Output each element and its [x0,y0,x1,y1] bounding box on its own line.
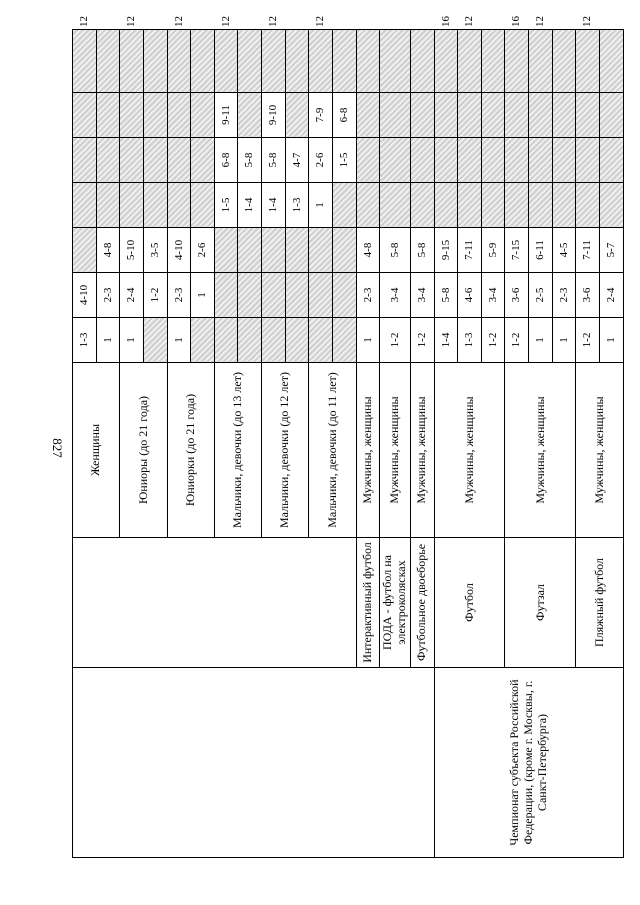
value-cell [505,30,529,93]
value-cell: 1 [309,183,333,228]
value-cell: 5-8 [238,138,262,183]
value-cell [167,138,191,183]
value-cell [262,318,286,363]
value-cell [458,30,482,93]
value-cell [380,183,411,228]
value-cell: 2-4 [600,273,624,318]
value-cell: 2-6 [309,138,333,183]
value-cell [309,228,333,273]
value-cell: 1-4 [262,183,286,228]
value-cell [481,30,505,93]
value-cell [410,93,434,138]
value-cell [600,183,624,228]
table-row: 1-3 4-6 7-11 12 [458,30,482,858]
discipline-cell: ПОДА - футбол на электроколясках [380,538,411,668]
value-cell [120,183,144,228]
value-cell: 1 [600,318,624,363]
value-cell: 7-9 [309,93,333,138]
value-cell [552,183,576,228]
value-cell [167,183,191,228]
value-cell: 1 [120,318,144,363]
group-cell: Юниоры (до 21 года) [120,363,167,538]
value-cell [552,93,576,138]
group-cell: Мужчины, женщины [356,363,380,538]
value-cell [191,318,215,363]
value-cell: 3-4 [481,273,505,318]
value-cell [285,318,309,363]
value-cell [356,93,380,138]
value-cell [214,228,238,273]
value-cell: 1-2 [481,318,505,363]
value-cell [238,318,262,363]
value-cell: 1-2 [380,318,411,363]
value-cell: 7-11 [458,228,482,273]
value-cell: 7-11 [576,228,600,273]
value-cell: 1 [356,318,380,363]
table-row: Мальчики, девочки (до 11 лет) 1 2-6 7-9 12 [309,30,333,858]
discipline-cell [73,538,357,668]
discipline-cell: Футзал [505,538,576,668]
value-cell [505,93,529,138]
value-cell [96,30,120,93]
value-cell: 9-15 [434,228,458,273]
group-cell: Юниорки (до 21 года) [167,363,214,538]
page-number: 827 [50,438,65,458]
value-cell [262,228,286,273]
discipline-cell: Футбол [434,538,505,668]
classification-table [72,16,624,858]
value-cell: 1 [552,318,576,363]
value-cell: 2-3 [356,273,380,318]
value-cell [380,93,411,138]
value-cell: 5-8 [262,138,286,183]
value-cell [191,93,215,138]
value-cell [505,183,529,228]
table-row: Мальчики, девочки (до 13 лет) 1-5 6-8 9-11 12 [214,30,238,858]
value-cell [576,183,600,228]
value-cell [214,30,238,93]
value-cell: 1 [167,318,191,363]
value-cell [410,183,434,228]
value-cell [458,183,482,228]
value-cell [410,138,434,183]
table-row: Пляжный футбол Мужчины, женщины 1-2 3-6 7-11 12 [576,30,600,858]
value-cell [285,273,309,318]
value-cell: 7-15 [505,228,529,273]
value-cell [333,318,357,363]
value-cell [458,138,482,183]
value-cell: 5-8 [434,273,458,318]
value-cell: 5-10 [120,228,144,273]
group-cell: Мальчики, девочки (до 12 лет) [262,363,309,538]
value-cell [576,93,600,138]
value-cell: 3-5 [143,228,167,273]
value-cell [333,273,357,318]
value-cell: 9-10 [262,93,286,138]
value-cell [143,318,167,363]
group-cell: Мужчины, женщины [410,363,434,538]
table-row: Женщины 1-3 4-10 12 [73,30,97,858]
value-cell: 1-3 [458,318,482,363]
value-cell: 1-2 [505,318,529,363]
value-cell [191,138,215,183]
value-cell: 4-10 [167,228,191,273]
value-cell [380,138,411,183]
table-row: Футзал Мужчины, женщины 1-2 3-6 7-15 16 [505,30,529,858]
value-cell [552,30,576,93]
value-cell [238,273,262,318]
value-cell [96,138,120,183]
value-cell: 2-6 [191,228,215,273]
value-cell [238,93,262,138]
value-cell [73,93,97,138]
discipline-cell: Интерактивный футбол [356,538,380,668]
value-cell [576,138,600,183]
value-cell: 5-8 [410,228,434,273]
value-cell: 1-5 [333,138,357,183]
value-cell: 4-10 [73,273,97,318]
value-cell: 2-3 [167,273,191,318]
group-cell: Мужчины, женщины [505,363,576,538]
value-cell [143,93,167,138]
value-cell [434,138,458,183]
value-cell [309,30,333,93]
value-cell: 2-4 [120,273,144,318]
value-cell: 2-5 [529,273,553,318]
event-cell: Чемпионат субъекта Российской Федерации, (кроме г. Москвы, г. Санкт-Петербурга) [434,668,623,858]
value-cell [356,30,380,93]
value-cell [505,138,529,183]
value-cell: 5-9 [481,228,505,273]
value-cell [529,183,553,228]
value-cell [238,228,262,273]
value-cell: 3-6 [576,273,600,318]
value-cell [410,30,434,93]
value-cell [191,30,215,93]
value-cell: 1-4 [434,318,458,363]
value-cell [191,183,215,228]
value-cell [262,30,286,93]
value-cell [120,30,144,93]
group-cell: Мальчики, девочки (до 13 лет) [214,363,261,538]
value-cell: 1-2 [143,273,167,318]
value-cell [576,30,600,93]
value-cell [600,138,624,183]
value-cell [356,138,380,183]
value-cell: 1-2 [410,318,434,363]
value-cell [120,138,144,183]
group-cell: Мужчины, женщины [380,363,411,538]
group-cell: Мужчины, женщины [576,363,623,538]
value-cell [529,30,553,93]
group-cell: Мальчики, девочки (до 11 лет) [309,363,356,538]
rotated-table-wrapper [72,16,618,858]
table-row: Мальчики, девочки (до 12 лет) 1-4 5-8 9-10 12 [262,30,286,858]
value-cell: 1-3 [73,318,97,363]
value-cell [120,93,144,138]
value-cell [333,30,357,93]
value-cell: 2-3 [96,273,120,318]
value-cell: 9-11 [214,93,238,138]
table-row: Юниоры (до 21 года) 1 2-4 5-10 12 [120,30,144,858]
value-cell: 3-6 [505,273,529,318]
value-cell [143,183,167,228]
value-cell [143,30,167,93]
value-cell [529,138,553,183]
discipline-cell: Футбольное двоеборье [410,538,434,668]
value-cell [73,138,97,183]
value-cell [481,138,505,183]
value-cell: 4-8 [356,228,380,273]
value-cell [285,228,309,273]
value-cell [214,273,238,318]
value-cell: 4-7 [285,138,309,183]
value-cell [309,273,333,318]
value-cell [73,183,97,228]
value-cell: 4-8 [96,228,120,273]
value-cell: 5-8 [380,228,411,273]
value-cell [96,93,120,138]
value-cell: 1-2 [576,318,600,363]
table-row: 1 2-5 6-11 12 [529,30,553,858]
value-cell [143,138,167,183]
value-cell [73,30,97,93]
value-cell: 1-3 [285,183,309,228]
value-cell [214,318,238,363]
value-cell [600,93,624,138]
value-cell: 6-8 [214,138,238,183]
event-cell [73,668,435,858]
table-row: Юниорки (до 21 года) 1 2-3 4-10 12 [167,30,191,858]
value-cell [481,183,505,228]
value-cell [262,273,286,318]
group-cell: Мужчины, женщины [434,363,505,538]
discipline-cell: Пляжный футбол [576,538,623,668]
value-cell: 5-7 [600,228,624,273]
value-cell: 3-4 [410,273,434,318]
value-cell [73,228,97,273]
value-cell [380,30,411,93]
value-cell [285,30,309,93]
value-cell: 4-6 [458,273,482,318]
value-cell: 6-11 [529,228,553,273]
group-cell: Женщины [73,363,120,538]
value-cell [167,30,191,93]
value-cell [96,183,120,228]
value-cell: 1 [529,318,553,363]
value-cell [529,93,553,138]
value-cell [434,183,458,228]
value-cell [333,228,357,273]
value-cell [167,93,191,138]
value-cell: 1 [96,318,120,363]
value-cell [600,30,624,93]
table-row: Чемпионат субъекта Российской Федерации, (кроме г. Москвы, г. Санкт-Петербурга) Футбол Мужчины, женщины 1-4 5-8 9-15 16 [434,30,458,858]
value-cell [333,183,357,228]
document-page [72,16,618,858]
value-cell: 1-4 [238,183,262,228]
value-cell [552,138,576,183]
value-cell [309,318,333,363]
value-cell [285,93,309,138]
value-cell: 2-3 [552,273,576,318]
value-cell [356,183,380,228]
value-cell [458,93,482,138]
value-cell [481,93,505,138]
value-cell [434,30,458,93]
value-cell [434,93,458,138]
value-cell: 1-5 [214,183,238,228]
value-cell: 6-8 [333,93,357,138]
value-cell: 3-4 [380,273,411,318]
value-cell: 4-5 [552,228,576,273]
value-cell [238,30,262,93]
value-cell: 1 [191,273,215,318]
